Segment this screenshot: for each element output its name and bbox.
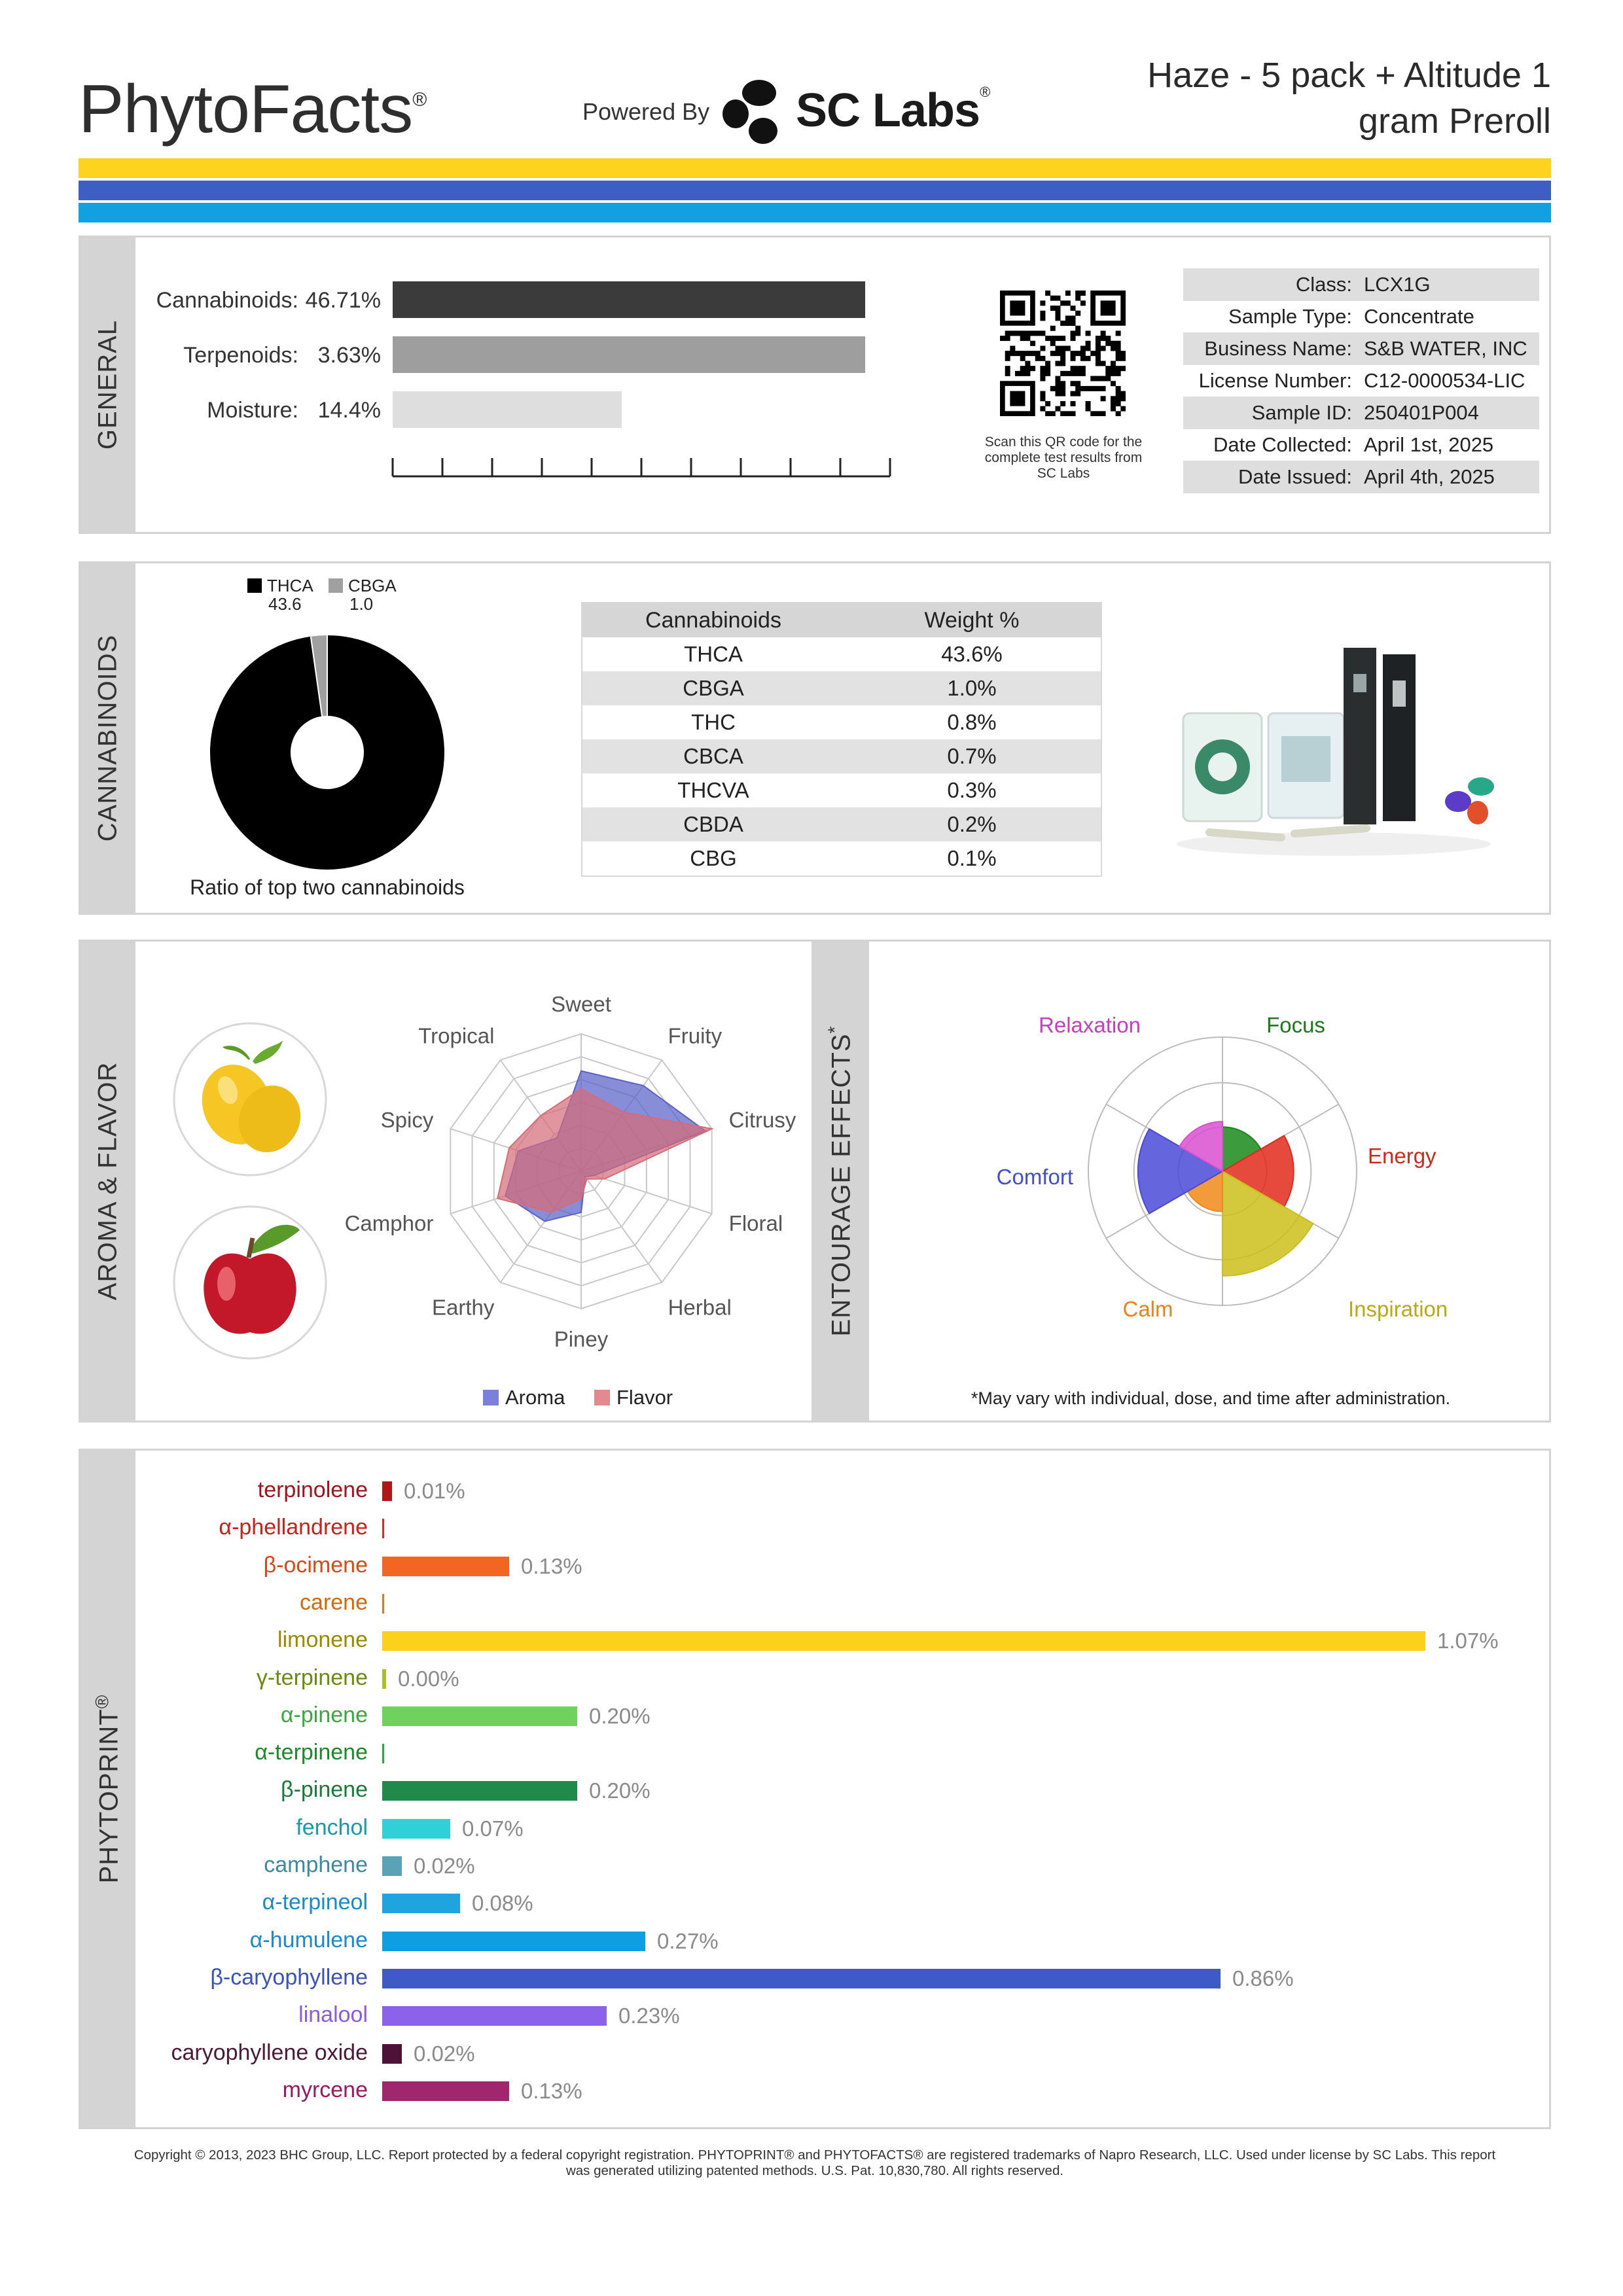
terpene-value: 0.20% <box>589 1778 651 1803</box>
lab-name: SC Labs <box>796 84 980 137</box>
column-header-cannabinoids: Cannabinoids <box>645 608 781 633</box>
lab-mark: ® <box>980 84 990 100</box>
radar-axis-label: Piney <box>554 1327 609 1352</box>
effect-label: Comfort <box>996 1165 1073 1189</box>
terpene-value: 0.20% <box>589 1703 651 1728</box>
sc-labs-wordmark <box>796 84 990 137</box>
product-title-line2: gram Preroll <box>1358 101 1551 141</box>
aroma-section-label: AROMA & FLAVOR <box>93 1061 122 1301</box>
cannabinoid-name: THC <box>691 710 736 734</box>
terpene-value: 1.07% <box>1437 1629 1499 1653</box>
cannabinoids-section-label: CANNABINOIDS <box>93 634 122 842</box>
pie-caption: Ratio of top two cannabinoids <box>190 875 465 899</box>
brand-mark: ® <box>412 89 427 111</box>
composition-row-value: 3.63% <box>317 343 381 368</box>
info-key: Class: <box>1295 273 1352 296</box>
brand-name: PhytoFacts <box>79 71 413 147</box>
terpene-bar <box>382 1894 460 1913</box>
terpene-value: 0.86% <box>1232 1966 1294 1990</box>
terpene-name: myrcene <box>282 2077 368 2102</box>
terpene-bar <box>382 1744 384 1763</box>
qr-caption: Scan this QR code for the complete test results from SC Labs <box>984 434 1143 481</box>
terpene-name: carene <box>300 1589 368 1615</box>
legend-value: 1.0 <box>349 594 374 614</box>
info-value: C12-0000534-LIC <box>1364 369 1525 392</box>
terpene-bar <box>382 1706 577 1726</box>
terpene-bar <box>382 1932 645 1951</box>
table-row <box>582 807 1101 841</box>
general-side-tab <box>80 238 135 532</box>
effect-label: Relaxation <box>1039 1013 1141 1037</box>
terpene-value: 0.02% <box>414 2041 475 2066</box>
phytoprint-label-mark: ® <box>92 1694 113 1709</box>
terpene-bar <box>382 1969 1221 1988</box>
terpene-name: α-terpinene <box>255 1740 368 1765</box>
cannabinoid-weight: 0.7% <box>947 744 997 768</box>
table-row <box>582 841 1101 875</box>
product-title-line1: Haze - 5 pack + Altitude 1 <box>1147 56 1551 95</box>
cannabinoid-ratio-pie <box>196 622 458 883</box>
terpene-value: 0.01% <box>404 1479 465 1503</box>
terpene-bar <box>382 1519 384 1538</box>
terpene-name: caryophyllene oxide <box>171 2040 368 2065</box>
composition-row-value: 14.4% <box>317 398 381 423</box>
radar-axis-label: Fruity <box>668 1023 722 1048</box>
legend-label: Flavor <box>616 1386 673 1409</box>
info-key: Sample ID: <box>1251 401 1352 424</box>
terpene-name: linalool <box>298 2002 368 2028</box>
table-row <box>582 773 1101 807</box>
brand-logo <box>79 71 426 149</box>
product-title <box>1027 52 1551 144</box>
entourage-label-text: ENTOURAGE EFFECTS <box>827 1033 856 1337</box>
entourage-section-label <box>824 1026 856 1337</box>
terpene-bar <box>382 1631 1425 1651</box>
sc-labs-logo-icon <box>720 79 785 147</box>
terpene-value: 0.13% <box>521 2078 582 2103</box>
radar-spoke <box>581 1171 662 1282</box>
phytoprint-label-text: PHYTOPRINT <box>94 1708 124 1884</box>
cannabinoid-weight: 0.3% <box>947 778 997 802</box>
composition-row-label: Terpenoids: <box>183 343 298 368</box>
legend-label: Aroma <box>505 1386 565 1409</box>
footer-line1: Copyright © 2013, 2023 BHC Group, LLC. Report protected by a federal copyright registration. PHYTOPRINT® and PHYTOFACTS® are registered trademarks of Napro Research, LLC. Used under license by SC Labs. This report <box>134 2147 1496 2163</box>
info-key: License Number: <box>1198 369 1352 392</box>
flavor-series-area <box>497 1089 712 1212</box>
terpene-value: 0.00% <box>398 1666 459 1691</box>
composition-bar <box>393 336 865 373</box>
copyright-footer <box>79 2147 1551 2179</box>
cannabinoid-table <box>581 602 1102 877</box>
terpene-value: 0.08% <box>472 1891 533 1916</box>
composition-row-label: Moisture: <box>207 398 298 423</box>
cannabinoid-weight: 0.8% <box>947 710 997 734</box>
composition-bar <box>393 391 622 428</box>
blue-stripe <box>79 181 1551 200</box>
radar-axis-label: Earthy <box>432 1295 495 1320</box>
column-header-weight: Weight % <box>924 608 1020 633</box>
sample-info-row <box>1183 461 1539 493</box>
sample-info-row <box>1183 300 1539 333</box>
powered-by-label: Powered By <box>582 98 710 125</box>
lemon-icon <box>171 1021 329 1178</box>
terpene-name: camphene <box>264 1852 368 1877</box>
terpene-value: 0.13% <box>521 1553 582 1578</box>
composition-row-label: Cannabinoids: <box>156 288 298 313</box>
radar-axis-label: Spicy <box>380 1107 434 1132</box>
table-row <box>582 705 1101 739</box>
terpene-name: α-terpineol <box>262 1890 368 1915</box>
terpene-bar <box>382 1481 392 1501</box>
terpene-name: β-caryophyllene <box>210 1964 368 1990</box>
sample-info-row <box>1183 397 1539 429</box>
terpene-bar <box>382 1856 402 1876</box>
cannabinoid-weight: 0.2% <box>947 812 997 836</box>
general-section-label: GENERAL <box>93 319 122 450</box>
cannabinoid-name: CBCA <box>683 744 743 768</box>
cannabinoid-weight: 1.0% <box>947 676 997 700</box>
sample-info-row <box>1183 429 1539 461</box>
composition-axis <box>391 453 891 482</box>
entourage-label-mark: * <box>824 1025 845 1034</box>
terpene-bar <box>382 2081 509 2101</box>
cannabinoid-weight: 0.1% <box>947 846 997 870</box>
effect-label: Inspiration <box>1348 1297 1448 1321</box>
info-key: Date Collected: <box>1213 433 1352 456</box>
terpene-value: 0.02% <box>414 1854 475 1878</box>
info-value: April 4th, 2025 <box>1364 465 1495 488</box>
cannabinoids-side-tab <box>80 563 135 913</box>
radar-axis-label: Camphor <box>344 1211 434 1236</box>
radar-axis-label: Herbal <box>668 1295 732 1320</box>
terpene-bar <box>382 2006 607 2026</box>
effects-disclaimer: *May vary with individual, dose, and time after administration. <box>971 1388 1451 1408</box>
radar-axis-label: Citrusy <box>728 1107 796 1132</box>
terpene-name: limonene <box>277 1627 368 1653</box>
info-key: Business Name: <box>1204 337 1352 360</box>
effect-label: Focus <box>1266 1013 1325 1037</box>
info-key: Date Issued: <box>1238 465 1352 488</box>
sample-info-row <box>1183 268 1539 301</box>
info-value: April 1st, 2025 <box>1364 433 1494 456</box>
terpene-bar <box>382 1781 577 1801</box>
terpene-bar <box>382 1669 386 1689</box>
composition-bar <box>393 281 865 318</box>
yellow-stripe <box>79 158 1551 178</box>
terpene-name: β-pinene <box>281 1777 368 1803</box>
legend-value: 43.6 <box>268 594 302 614</box>
cannabinoid-name: CBG <box>690 846 737 870</box>
table-header <box>582 603 1101 637</box>
info-value: S&B WATER, INC <box>1364 337 1527 360</box>
terpene-name: α-humulene <box>249 1927 368 1952</box>
legend-swatch <box>247 578 262 593</box>
sample-info-row <box>1183 364 1539 397</box>
cannabinoid-name: CBGA <box>683 676 744 700</box>
terpene-value: 0.07% <box>462 1816 524 1841</box>
terpene-bar <box>382 2044 402 2064</box>
legend-swatch <box>483 1390 499 1405</box>
terpene-name: γ-terpinene <box>256 1665 368 1690</box>
terpene-value: 0.27% <box>657 1928 719 1953</box>
legend-name: CBGA <box>348 576 397 595</box>
aroma-side-tab <box>80 942 135 1421</box>
info-value: Concentrate <box>1364 305 1474 328</box>
sample-info-row <box>1183 332 1539 365</box>
info-value: 250401P004 <box>1364 401 1479 424</box>
terpene-name: α-phellandrene <box>219 1515 368 1540</box>
legend-name: THCA <box>267 576 313 595</box>
table-row <box>582 637 1101 671</box>
cannabinoid-name: THCVA <box>677 778 749 802</box>
table-row <box>582 739 1101 773</box>
effect-label: Calm <box>1122 1297 1173 1321</box>
radar-axis-label: Floral <box>728 1211 783 1236</box>
table-row <box>582 671 1101 705</box>
cannabinoid-name: CBDA <box>683 812 743 836</box>
legend-swatch <box>594 1390 610 1405</box>
composition-row-value: 46.71% <box>305 288 381 313</box>
legend-swatch <box>329 578 343 593</box>
entourage-effects-chart <box>942 981 1505 1348</box>
info-value: LCX1G <box>1364 273 1431 296</box>
entourage-side-tab <box>812 942 869 1421</box>
terpene-bar <box>382 1594 384 1614</box>
terpene-value: 0.23% <box>618 2004 680 2028</box>
product-photo-image <box>1157 648 1510 857</box>
cannabinoid-weight: 43.6% <box>941 642 1003 666</box>
qr-code-icon[interactable] <box>1000 291 1126 416</box>
terpene-name: fenchol <box>296 1814 368 1840</box>
sky-blue-stripe <box>79 203 1551 222</box>
terpene-name: β-ocimene <box>263 1552 368 1578</box>
terpene-bar <box>382 1819 450 1839</box>
cannabinoid-name: THCA <box>684 642 743 666</box>
footer-line2: was generated utilizing patented methods. U.S. Pat. 10,830,780. All rights reserved. <box>565 2163 1064 2178</box>
radar-axis-label: Tropical <box>418 1023 495 1048</box>
radar-axis-label: Sweet <box>551 991 611 1016</box>
info-key: Sample Type: <box>1228 305 1352 328</box>
terpene-name: terpinolene <box>257 1477 368 1502</box>
terpene-bar <box>382 1557 509 1576</box>
terpene-name: α-pinene <box>280 1702 368 1727</box>
aroma-flavor-radar-chart <box>340 981 798 1361</box>
apple-icon <box>171 1204 329 1361</box>
effect-label: Energy <box>1368 1144 1436 1168</box>
